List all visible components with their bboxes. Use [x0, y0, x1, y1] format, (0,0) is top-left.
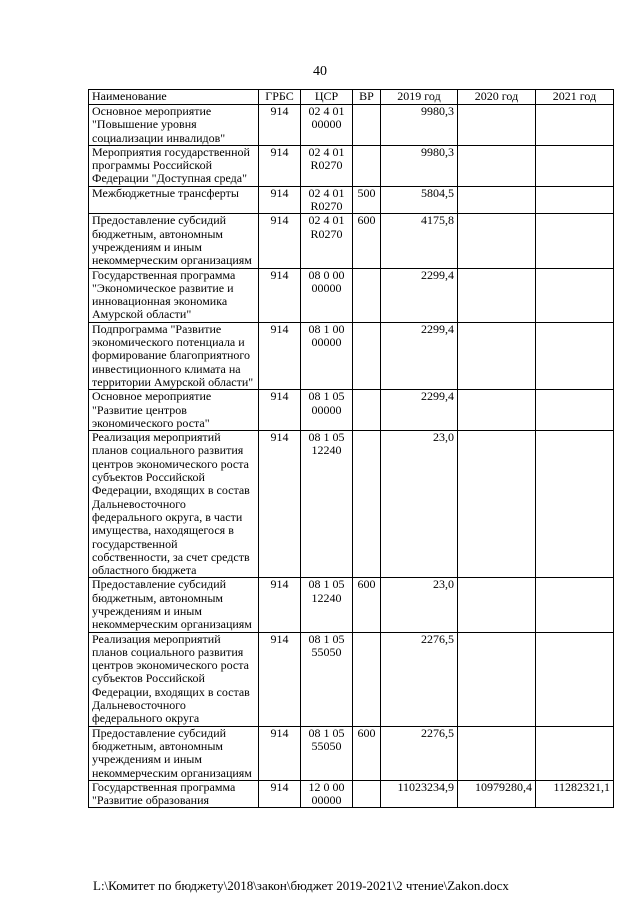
cell-csr: 08 1 00 00000 [301, 322, 353, 389]
table-row [89, 105, 614, 146]
cell-csr: 02 4 01 R0270 [301, 214, 353, 268]
header-2020: 2020 год [458, 90, 536, 105]
cell-csr: 02 4 01 R0270 [301, 186, 353, 214]
cell-csr: 08 0 00 00000 [301, 268, 353, 322]
cell-2019: 4175,8 [381, 214, 458, 268]
cell-2019: 2299,4 [381, 390, 458, 431]
cell-2020 [458, 214, 536, 268]
cell-2021 [536, 268, 614, 322]
cell-2020 [458, 186, 536, 214]
cell-2020 [458, 322, 536, 389]
cell-name: Реализация мероприятий планов социального развития центров экономического роста субъектов Российской Федерации, входящих в состав Дальневосточного федерального округа [89, 632, 259, 726]
cell-2020 [458, 105, 536, 146]
cell-vr [353, 780, 381, 808]
header-2021: 2021 год [536, 90, 614, 105]
cell-csr: 08 1 05 12240 [301, 578, 353, 632]
cell-vr: 600 [353, 578, 381, 632]
cell-2021 [536, 214, 614, 268]
cell-grbs: 914 [259, 632, 301, 726]
header-vr: ВР [353, 90, 381, 105]
table-row [89, 214, 614, 268]
cell-2019: 23,0 [381, 431, 458, 578]
cell-name: Основное мероприятие "Повышение уровня социализации инвалидов" [89, 105, 259, 146]
cell-csr: 08 1 05 12240 [301, 431, 353, 578]
table-row [89, 632, 614, 726]
table-row [89, 431, 614, 578]
cell-name: Реализация мероприятий планов социального развития центров экономического роста субъектов Российской Федерации, входящих в состав Дальневосточного федерального округа, в части имущества, находящегося в государственной собственности, за счет средств областного бюджета [89, 431, 259, 578]
cell-2021 [536, 145, 614, 186]
footer-file-path: L:\Комитет по бюджету\2018\закон\бюджет 2019-2021\2 чтение\Zakon.docx [93, 878, 509, 893]
cell-grbs: 914 [259, 431, 301, 578]
cell-2021 [536, 322, 614, 389]
cell-vr [353, 431, 381, 578]
cell-csr: 12 0 00 00000 [301, 780, 353, 808]
table-header-row [89, 90, 614, 105]
cell-2019: 9980,3 [381, 145, 458, 186]
cell-2019: 9980,3 [381, 105, 458, 146]
cell-2021: 11282321,1 [536, 780, 614, 808]
cell-2020 [458, 390, 536, 431]
cell-csr: 08 1 05 55050 [301, 726, 353, 780]
cell-2020 [458, 431, 536, 578]
cell-2019: 23,0 [381, 578, 458, 632]
cell-grbs: 914 [259, 578, 301, 632]
header-csr: ЦСР [301, 90, 353, 105]
cell-2020: 10979280,4 [458, 780, 536, 808]
cell-2019: 2276,5 [381, 632, 458, 726]
cell-2021 [536, 105, 614, 146]
cell-2021 [536, 431, 614, 578]
cell-vr [353, 145, 381, 186]
cell-2019: 11023234,9 [381, 780, 458, 808]
cell-vr [353, 322, 381, 389]
cell-csr: 08 1 05 00000 [301, 390, 353, 431]
cell-vr [353, 268, 381, 322]
cell-2021 [536, 390, 614, 431]
header-2019: 2019 год [381, 90, 458, 105]
cell-2020 [458, 632, 536, 726]
cell-name: Подпрограмма "Развитие экономического потенциала и формирование благоприятного инвестиционного климата на территории Амурской области" [89, 322, 259, 389]
table-row [89, 145, 614, 186]
cell-2020 [458, 145, 536, 186]
cell-2020 [458, 726, 536, 780]
cell-2021 [536, 578, 614, 632]
table-row [89, 268, 614, 322]
cell-2020 [458, 578, 536, 632]
header-name: Наименование [89, 90, 259, 105]
cell-grbs: 914 [259, 726, 301, 780]
cell-name: Предоставление субсидий бюджетным, автономным учреждениям и иным некоммерческим организациям [89, 726, 259, 780]
cell-csr: 08 1 05 55050 [301, 632, 353, 726]
cell-grbs: 914 [259, 105, 301, 146]
cell-grbs: 914 [259, 268, 301, 322]
cell-grbs: 914 [259, 214, 301, 268]
table-row [89, 186, 614, 214]
cell-2019: 2299,4 [381, 268, 458, 322]
table-row [89, 578, 614, 632]
cell-grbs: 914 [259, 780, 301, 808]
cell-name: Основное мероприятие "Развитие центров экономического роста" [89, 390, 259, 431]
cell-name: Мероприятия государственной программы Российской Федерации "Доступная среда" [89, 145, 259, 186]
cell-vr: 600 [353, 726, 381, 780]
budget-table [88, 89, 614, 808]
cell-csr: 02 4 01 R0270 [301, 145, 353, 186]
cell-name: Предоставление субсидий бюджетным, автономным учреждениям и иным некоммерческим организациям [89, 214, 259, 268]
cell-vr: 600 [353, 214, 381, 268]
table-row [89, 726, 614, 780]
cell-2020 [458, 268, 536, 322]
cell-vr [353, 390, 381, 431]
cell-grbs: 914 [259, 390, 301, 431]
cell-2021 [536, 186, 614, 214]
cell-name: Государственная программа "Развитие образования [89, 780, 259, 808]
table-row [89, 322, 614, 389]
cell-grbs: 914 [259, 145, 301, 186]
cell-grbs: 914 [259, 322, 301, 389]
table-body [89, 105, 614, 808]
cell-vr [353, 632, 381, 726]
cell-2019: 5804,5 [381, 186, 458, 214]
table-row [89, 780, 614, 808]
page-number: 40 [313, 64, 327, 79]
cell-vr [353, 105, 381, 146]
cell-2019: 2276,5 [381, 726, 458, 780]
cell-2019: 2299,4 [381, 322, 458, 389]
cell-name: Государственная программа "Экономическое развитие и инновационная экономика Амурской области" [89, 268, 259, 322]
cell-grbs: 914 [259, 186, 301, 214]
cell-csr: 02 4 01 00000 [301, 105, 353, 146]
header-grbs: ГРБС [259, 90, 301, 105]
cell-2021 [536, 632, 614, 726]
cell-vr: 500 [353, 186, 381, 214]
cell-name: Предоставление субсидий бюджетным, автономным учреждениям и иным некоммерческим организациям [89, 578, 259, 632]
cell-name: Межбюджетные трансферты [89, 186, 259, 214]
cell-2021 [536, 726, 614, 780]
table-row [89, 390, 614, 431]
